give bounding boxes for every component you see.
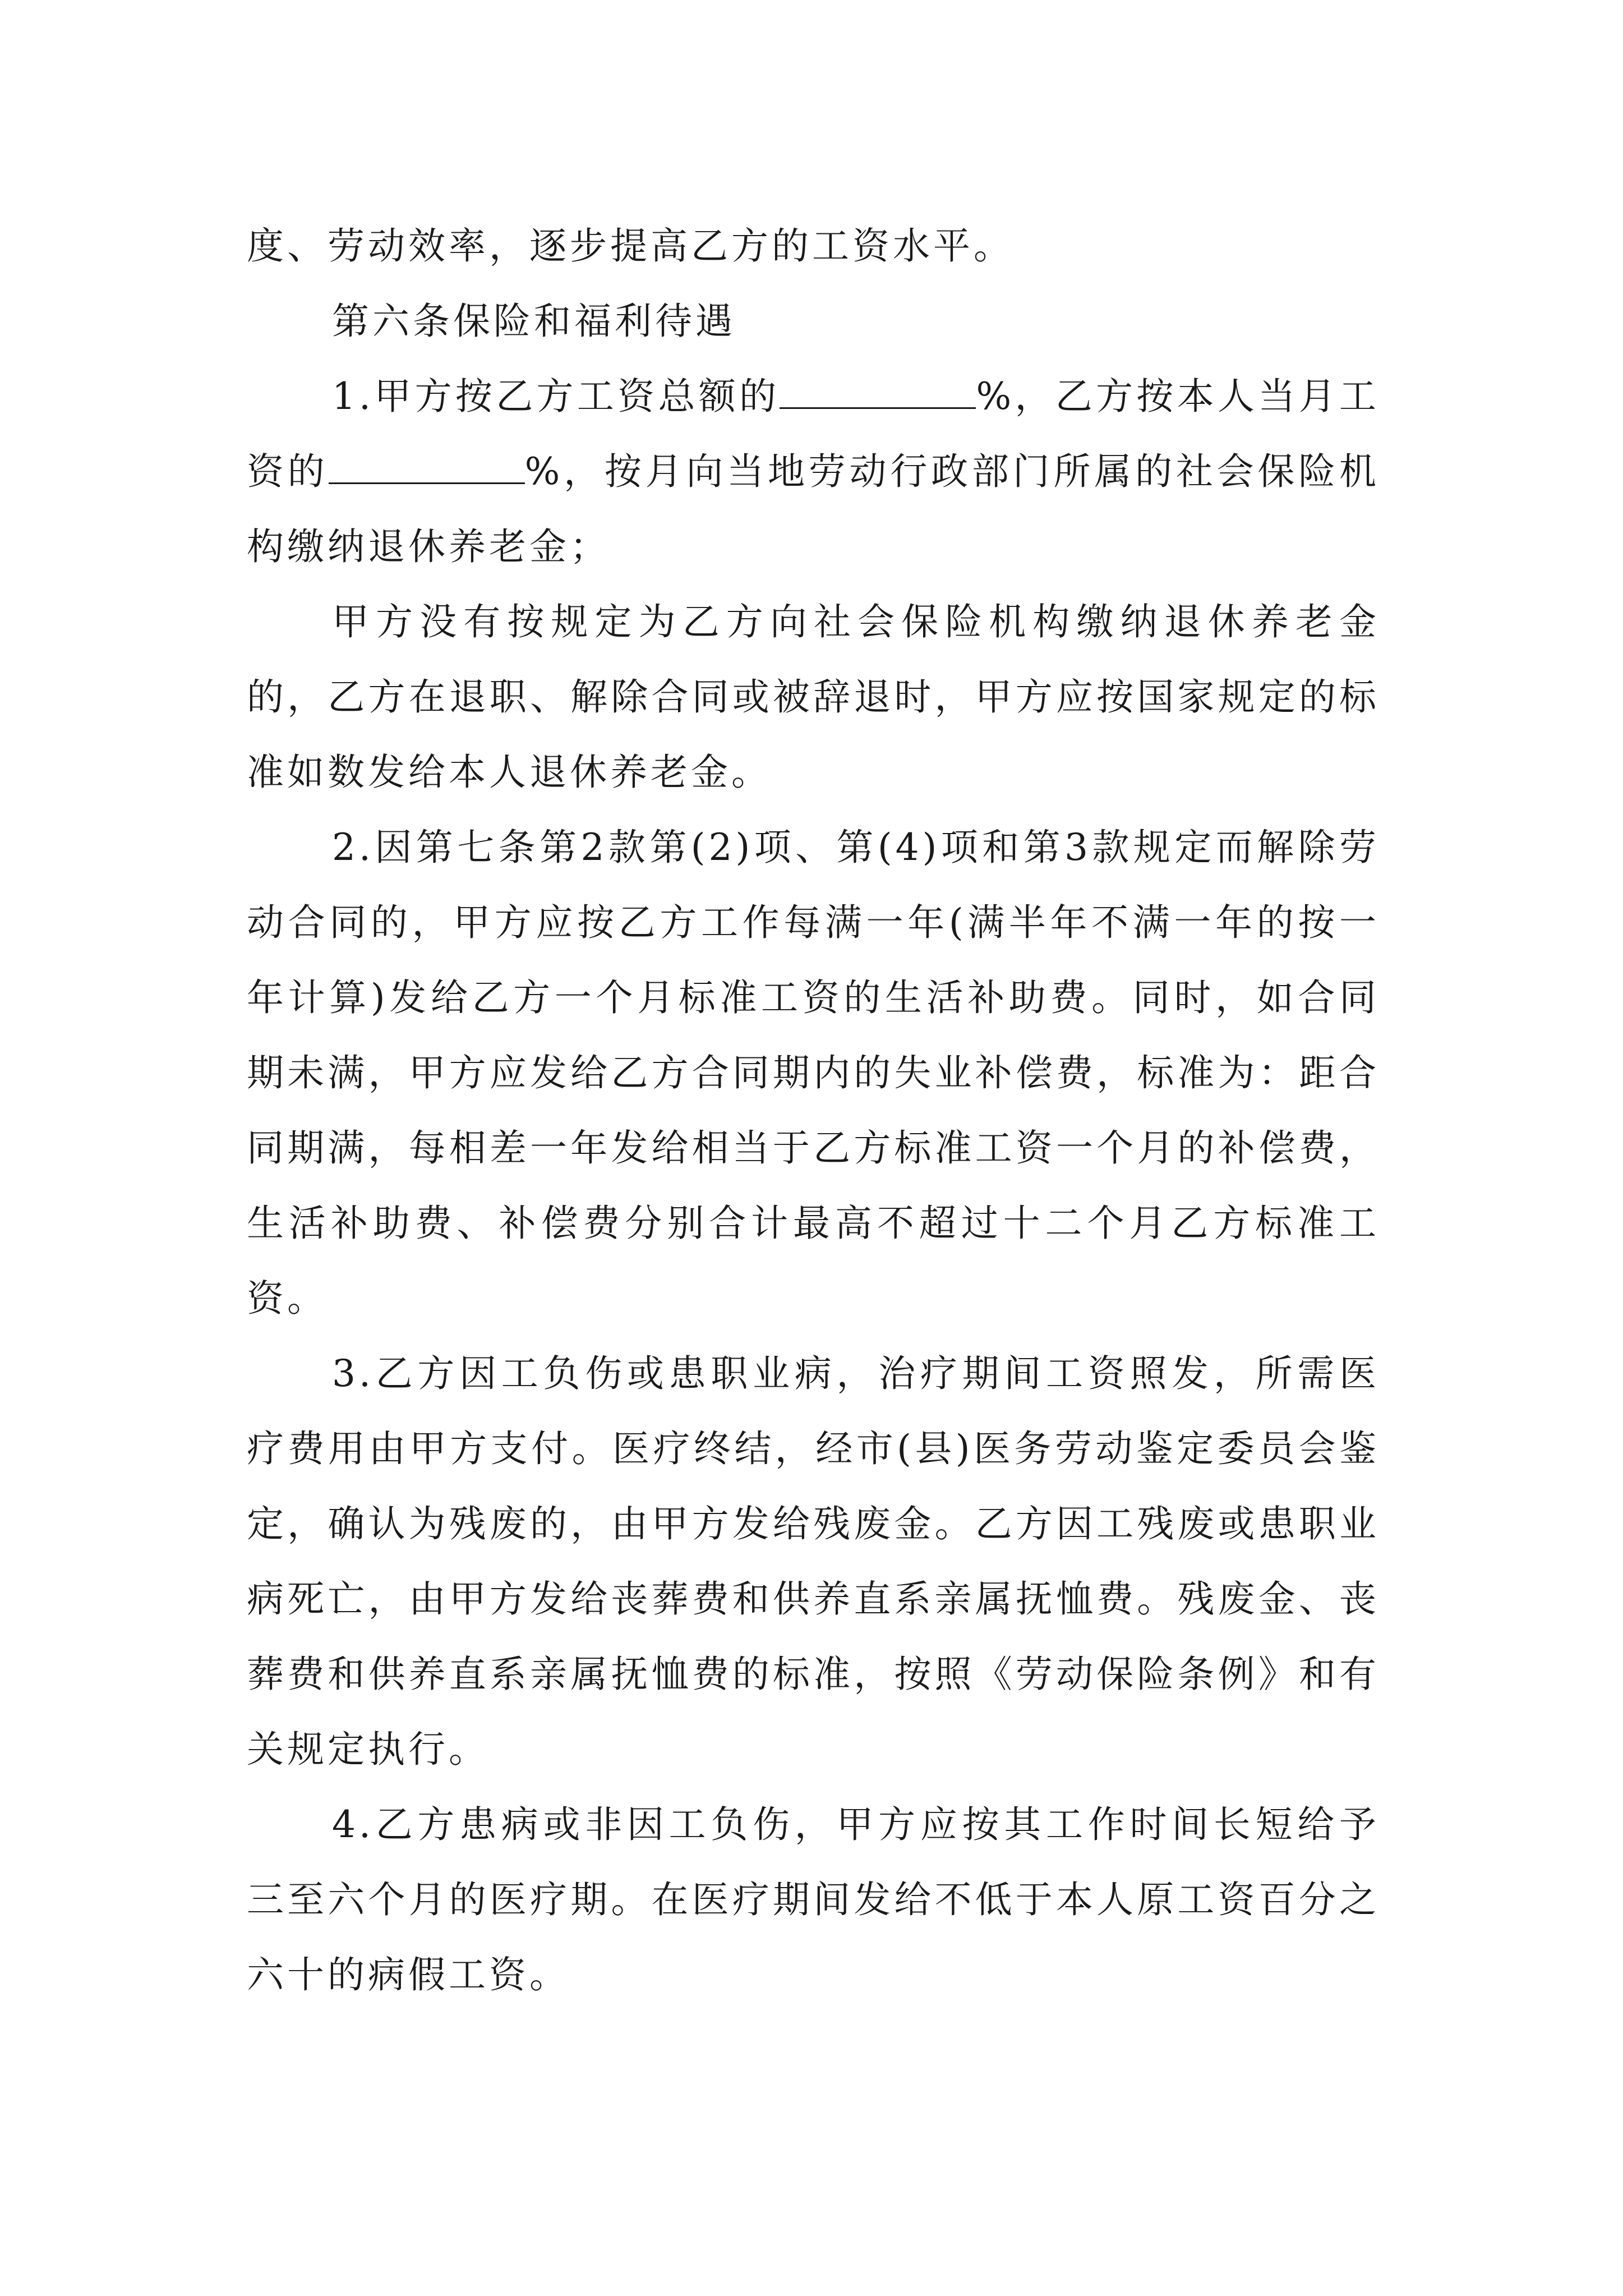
paragraph-clause-3: 3.乙方因工负伤或患职业病，治疗期间工资照发，所需医疗费用由甲方支付。医疗终结，经市(县)医务劳动鉴定委员会鉴定，确认为残废的，由甲方发给残废金。乙方因工残废或患职业病死亡，由甲方发给丧葬费和供养直系亲属抚恤费。残废金、丧葬费和供养直系亲属抚恤费的标准，按照《劳动保险条例》和有关规定执行。 <box>247 1352 1380 1771</box>
paragraph-clause-2: 2.因第七条第2款第(2)项、第(4)项和第3款规定而解除劳动合同的，甲方应按乙方工作每满一年(满半年不满一年的按一年计算)发给乙方一个月标准工资的生活补助费。同时，如合同期未满，甲方应发给乙方合同期内的失业补偿费，标准为：距合同期满，每相差一年发给相当于乙方标准工资一个月的补偿费，生活补助费、补偿费分别合计最高不超过十二个月乙方标准工资。 <box>247 826 1380 1320</box>
clause-1-text-a: 1.甲方按乙方工资总额的 <box>332 375 780 418</box>
fill-in-blank-employer-rate <box>780 374 976 409</box>
paragraph-clause-1 <box>247 359 1380 585</box>
fill-in-blank-employee-rate <box>329 449 525 484</box>
paragraph-clause-4: 4.乙方患病或非因工负伤，甲方应按其工作时间长短给予三至六个月的医疗期。在医疗期间发给不低于本人原工资百分之六十的病假工资。 <box>247 1803 1380 1996</box>
clause-1-text-b: %，乙方按本人当月工资的 <box>247 375 1380 493</box>
clause-1-text-c: %，按月向当地劳动行政部门所属的社会保险机构缴纳退休养老金； <box>247 450 1380 568</box>
paragraph-continuation: 度、劳动效率，逐步提高乙方的工资水平。 <box>247 224 1014 268</box>
paragraph-clause-1-supplement: 甲方没有按规定为乙方向社会保险机构缴纳退休养老金的，乙方在退职、解除合同或被辞退时，甲方应按国家规定的标准如数发给本人退休养老金。 <box>247 600 1380 794</box>
document-body <box>247 209 1380 2013</box>
section-heading-article-6: 第六条保险和福利待遇 <box>332 300 736 343</box>
